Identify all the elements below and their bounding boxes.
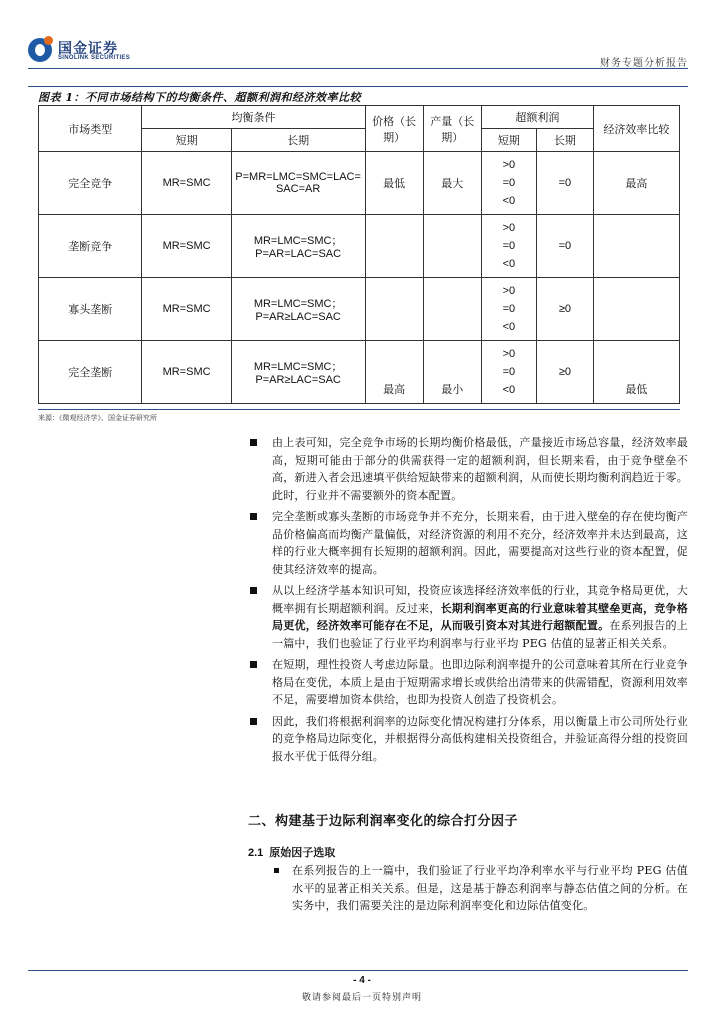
- th-price: 价格（长期）: [365, 106, 423, 152]
- profit-value: <0: [502, 384, 516, 396]
- profit-value: >0: [502, 222, 516, 234]
- cell-price: 最低: [365, 152, 423, 215]
- figure-top-rule: [28, 86, 688, 87]
- cell-market: 垄断竞争: [39, 215, 142, 278]
- cell-eq-short: MR=SMC: [142, 278, 231, 341]
- th-market-type: 市场类型: [39, 106, 142, 152]
- cell-profit-short: [481, 278, 536, 341]
- list-item: 从以上经济学基本知识可知，投资应该选择经济效率低的行业，其竞争格局更优，大概率拥有长期超额利润。反过来，长期利润率更高的行业意味着其壁垒更高，竞争格局更优，经济效率可能存在不足，从而吸引资本对其进行超额配置。在系列报告的上一篇中，我们也验证了行业平均利润率与行业平均 PEG 估值的显著正相关关系。: [248, 582, 688, 652]
- header-divider: [28, 68, 688, 69]
- page-number: - 4 -: [353, 975, 371, 986]
- table-row: [39, 341, 680, 404]
- table-row: [39, 278, 680, 341]
- th-equilibrium: 均衡条件: [142, 106, 365, 129]
- table-row: [39, 152, 680, 215]
- profit-value: =0: [502, 240, 516, 252]
- cell-output: [423, 278, 481, 341]
- cell-efficiency: 最高: [593, 152, 679, 215]
- list-item: 在系列报告的上一篇中，我们验证了行业平均净利率水平与行业平均 PEG 估值水平的显著正相关关系。但是，这是基于静态利润率与静态估值之间的分析。在实务中，我们需要关注的是边际利润率变化和边际估值变化。: [268, 862, 688, 915]
- cell-profit-long: ≥0: [536, 341, 593, 404]
- page-header: [28, 38, 688, 69]
- cell-eq-short: MR=SMC: [142, 152, 231, 215]
- bullet-icon: [250, 587, 257, 594]
- bullet-icon: [250, 439, 257, 446]
- cell-efficiency: 最低: [593, 341, 679, 404]
- list-item: 因此，我们将根据利润率的边际变化情况构建打分体系，用以衡量上市公司所处行业的竞争格局边际变化，并根据得分高低构建相关投资组合，并验证高得分组的投资回报水平优于低得分组。: [248, 713, 688, 766]
- cell-output: 最小: [423, 341, 481, 404]
- profit-value: >0: [502, 285, 516, 297]
- th-efficiency: 经济效率比较: [593, 106, 679, 152]
- cell-eq-long: P=MR=LMC=SMC=LAC=SAC=AR: [231, 152, 365, 215]
- cell-profit-short: [481, 215, 536, 278]
- profit-value: <0: [502, 258, 516, 270]
- cell-profit-long: =0: [536, 215, 593, 278]
- th-eq-long: 长期: [231, 129, 365, 152]
- th-profit-long: 长期: [536, 129, 593, 152]
- table-row: [39, 215, 680, 278]
- section-heading: 二、构建基于边际利润率变化的综合打分因子: [248, 814, 519, 829]
- bullet-icon: [250, 661, 257, 668]
- cell-eq-long: MR=LMC=SMC；P=AR≥LAC=SAC: [231, 341, 365, 404]
- cell-eq-short: MR=SMC: [142, 341, 231, 404]
- brand-name-cn: 国金证券: [58, 41, 118, 57]
- cell-profit-short: [481, 152, 536, 215]
- cell-market: 寡头垄断: [39, 278, 142, 341]
- footer-divider: [28, 970, 688, 971]
- bullet-icon: [250, 718, 257, 725]
- cell-efficiency: [593, 215, 679, 278]
- profit-value: =0: [502, 303, 516, 315]
- logo-dot-icon: [44, 36, 53, 45]
- cell-output: [423, 215, 481, 278]
- cell-price: [365, 278, 423, 341]
- profit-value: >0: [502, 348, 516, 360]
- figure-title: 图表 1：不同市场结构下的均衡条件、超额利润和经济效率比较: [38, 91, 361, 104]
- section-paragraph: [268, 862, 688, 919]
- cell-profit-long: ≥0: [536, 278, 593, 341]
- profit-value: =0: [502, 177, 516, 189]
- cell-market: 完全垄断: [39, 341, 142, 404]
- brand-name-en: SINOLINK SECURITIES: [58, 55, 131, 61]
- cell-price: [365, 215, 423, 278]
- cell-market: 完全竞争: [39, 152, 142, 215]
- th-excess-profit: 超额利润: [481, 106, 593, 129]
- bullet-list: [248, 434, 688, 769]
- list-item: 在短期，理性投资人考虑边际量。也即边际利润率提升的公司意味着其所在行业竞争格局在变优，本质上是由于短期需求增长或供给出清带来的供需错配，资源利用效率不足，需要增加资本供给，也即为投资人创造了投资机会。: [248, 656, 688, 709]
- profit-value: <0: [502, 321, 516, 333]
- comparison-table: [38, 105, 680, 404]
- profit-value: =0: [502, 366, 516, 378]
- profit-value: <0: [502, 195, 516, 207]
- figure-source: 来源：《微观经济学》、国金证券研究所: [38, 414, 157, 422]
- cell-eq-long: MR=LMC=SMC；P=AR=LAC=SAC: [231, 215, 365, 278]
- list-item: 由上表可知，完全竞争市场的长期均衡价格最低，产量接近市场总容量，经济效率最高，短期可能由于部分的供需获得一定的超额利润，但长期来看，由于竞争壁垒不高，新进入者会迅速填平供给短缺带来的超额利润，从而使长期均衡利润趋近于零。此时，行业并不需要额外的资本配置。: [248, 434, 688, 504]
- cell-profit-long: =0: [536, 152, 593, 215]
- th-profit-short: 短期: [481, 129, 536, 152]
- cell-efficiency: [593, 278, 679, 341]
- footer-notice: 敬请参阅最后一页特别声明: [301, 993, 422, 1003]
- cell-output: 最大: [423, 152, 481, 215]
- cell-eq-long: MR=LMC=SMC；P=AR≥LAC=SAC: [231, 278, 365, 341]
- th-eq-short: 短期: [142, 129, 231, 152]
- cell-price: 最高: [365, 341, 423, 404]
- bullet-icon: [250, 513, 257, 520]
- figure-bottom-rule: [38, 409, 680, 410]
- cell-profit-short: [481, 341, 536, 404]
- subsection-heading: 2.1 原始因子选取: [248, 846, 336, 859]
- bullet-icon: [274, 868, 279, 873]
- profit-value: >0: [502, 159, 516, 171]
- cell-eq-short: MR=SMC: [142, 215, 231, 278]
- th-output: 产量（长期）: [423, 106, 481, 152]
- doc-type: 财务专题分析报告: [600, 58, 688, 69]
- list-item: 完全垄断或寡头垄断的市场竞争并不充分，长期来看，由于进入壁垒的存在使均衡产品价格偏高而均衡产量偏低，对经济资源的利用不充分，经济效率并未达到最高，这样的行业大概率拥有长短期的超额利润。因此，需要提高对这些行业的资本配置，促使其经济效率的提高。: [248, 508, 688, 578]
